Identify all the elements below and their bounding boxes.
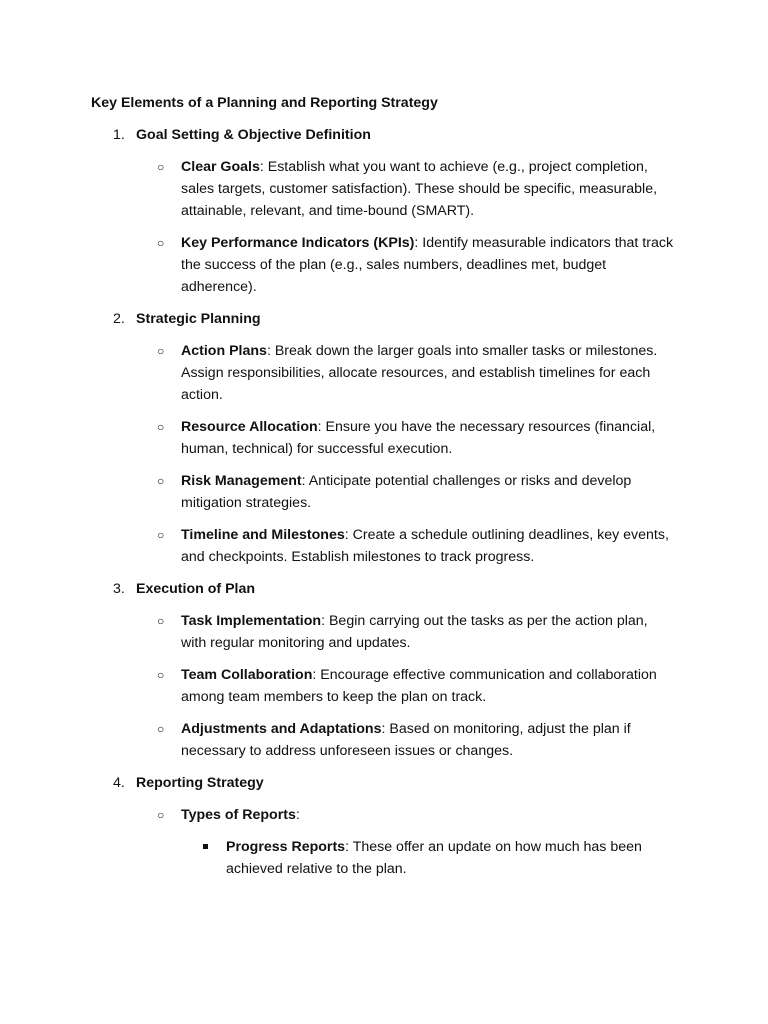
list-item-description: : Create a schedule outlining deadlines, key events, and checkpoints. Establish milestones to track progress. — [181, 527, 669, 565]
list-item-label: Action Plans — [181, 343, 267, 359]
list-item-text — [181, 718, 676, 762]
list-item-description: : Begin carrying out the tasks as per the action plan, with regular monitoring and updates. — [181, 613, 648, 651]
hollow-circle-bullet-icon: ○ — [157, 160, 165, 174]
hollow-circle-bullet-icon: ○ — [157, 474, 165, 488]
nested-list-item — [0, 836, 768, 880]
list-item-text — [181, 232, 676, 298]
list-item — [0, 416, 768, 460]
hollow-circle-bullet-icon: ○ — [157, 528, 165, 542]
hollow-circle-bullet-icon: ○ — [157, 808, 165, 822]
hollow-circle-bullet-icon: ○ — [157, 344, 165, 358]
list-item-text — [181, 340, 676, 406]
section-heading — [0, 124, 768, 146]
list-item-description: : — [295, 807, 300, 823]
list-item-label: Key Performance Indicators (KPIs) — [181, 235, 415, 251]
section-heading — [0, 308, 768, 330]
section-number: 3. — [113, 581, 125, 597]
list-item-description: : Break down the larger goals into smaller tasks or milestones. Assign responsibilities, allocate resources, and establish timelines for each action. — [181, 343, 658, 403]
section-number: 2. — [113, 311, 125, 327]
hollow-circle-bullet-icon: ○ — [157, 236, 165, 250]
list-item-label: Risk Management — [181, 473, 302, 489]
document-title: Key Elements of a Planning and Reporting Strategy — [91, 95, 438, 111]
list-item-text — [181, 470, 676, 514]
list-item-text — [181, 664, 676, 708]
bullet-list — [0, 804, 768, 880]
list-item-label: Timeline and Milestones — [181, 527, 345, 543]
section-heading — [0, 578, 768, 600]
list-item-description: : Ensure you have the necessary resources (financial, human, technical) for successful execution. — [181, 419, 656, 457]
section-number: 1. — [113, 127, 125, 143]
list-item-description: : Anticipate potential challenges or risks and develop mitigation strategies. — [181, 473, 632, 511]
section-title: Reporting Strategy — [136, 775, 264, 791]
numbered-list — [0, 124, 768, 890]
nested-list-item-description: : These offer an update on how much has been achieved relative to the plan. — [226, 839, 642, 877]
nested-bullet-list — [0, 836, 768, 880]
list-section — [0, 772, 768, 880]
list-item-label: Adjustments and Adaptations — [181, 721, 382, 737]
list-item — [0, 610, 768, 654]
section-number: 4. — [113, 775, 125, 791]
bullet-list — [0, 610, 768, 762]
section-title: Execution of Plan — [136, 581, 256, 597]
list-item-description: : Identify measurable indicators that track the success of the plan (e.g., sales numbers, deadlines met, budget adherence). — [181, 235, 674, 295]
list-item-text — [181, 156, 676, 222]
list-item-text — [181, 804, 676, 826]
list-item-label: Resource Allocation — [181, 419, 318, 435]
list-item-description: : Establish what you want to achieve (e.g., project completion, sales targets, customer satisfaction). These should be specific, measurable, attainable, relevant, and time-bound (SMART). — [181, 159, 658, 219]
list-item — [0, 470, 768, 514]
list-item-text — [181, 610, 676, 654]
list-item — [0, 718, 768, 762]
list-item — [0, 340, 768, 406]
bullet-list — [0, 340, 768, 568]
list-item-description: : Encourage effective communication and collaboration among team members to keep the plan on track. — [181, 667, 657, 705]
list-section — [0, 578, 768, 762]
hollow-circle-bullet-icon: ○ — [157, 420, 165, 434]
list-item-label: Clear Goals — [181, 159, 260, 175]
list-section — [0, 124, 768, 298]
nested-list-item-text — [226, 836, 666, 880]
list-section — [0, 308, 768, 568]
hollow-circle-bullet-icon: ○ — [157, 614, 165, 628]
list-item — [0, 232, 768, 298]
hollow-circle-bullet-icon: ○ — [157, 722, 165, 736]
list-item — [0, 156, 768, 222]
list-item-label: Types of Reports — [181, 807, 296, 823]
section-title: Strategic Planning — [136, 311, 261, 327]
nested-list-item-label: Progress Reports — [226, 839, 346, 855]
square-bullet-icon — [203, 844, 208, 849]
list-item — [0, 524, 768, 568]
list-item-text — [181, 416, 676, 460]
hollow-circle-bullet-icon: ○ — [157, 668, 165, 682]
list-item — [0, 664, 768, 708]
list-item-label: Task Implementation — [181, 613, 322, 629]
section-title: Goal Setting & Objective Definition — [136, 127, 371, 143]
section-heading — [0, 772, 768, 794]
list-item — [0, 804, 768, 880]
list-item-text — [181, 524, 676, 568]
list-item-description: : Based on monitoring, adjust the plan if necessary to address unforeseen issues or changes. — [181, 721, 631, 759]
bullet-list — [0, 156, 768, 298]
list-item-label: Team Collaboration — [181, 667, 313, 683]
